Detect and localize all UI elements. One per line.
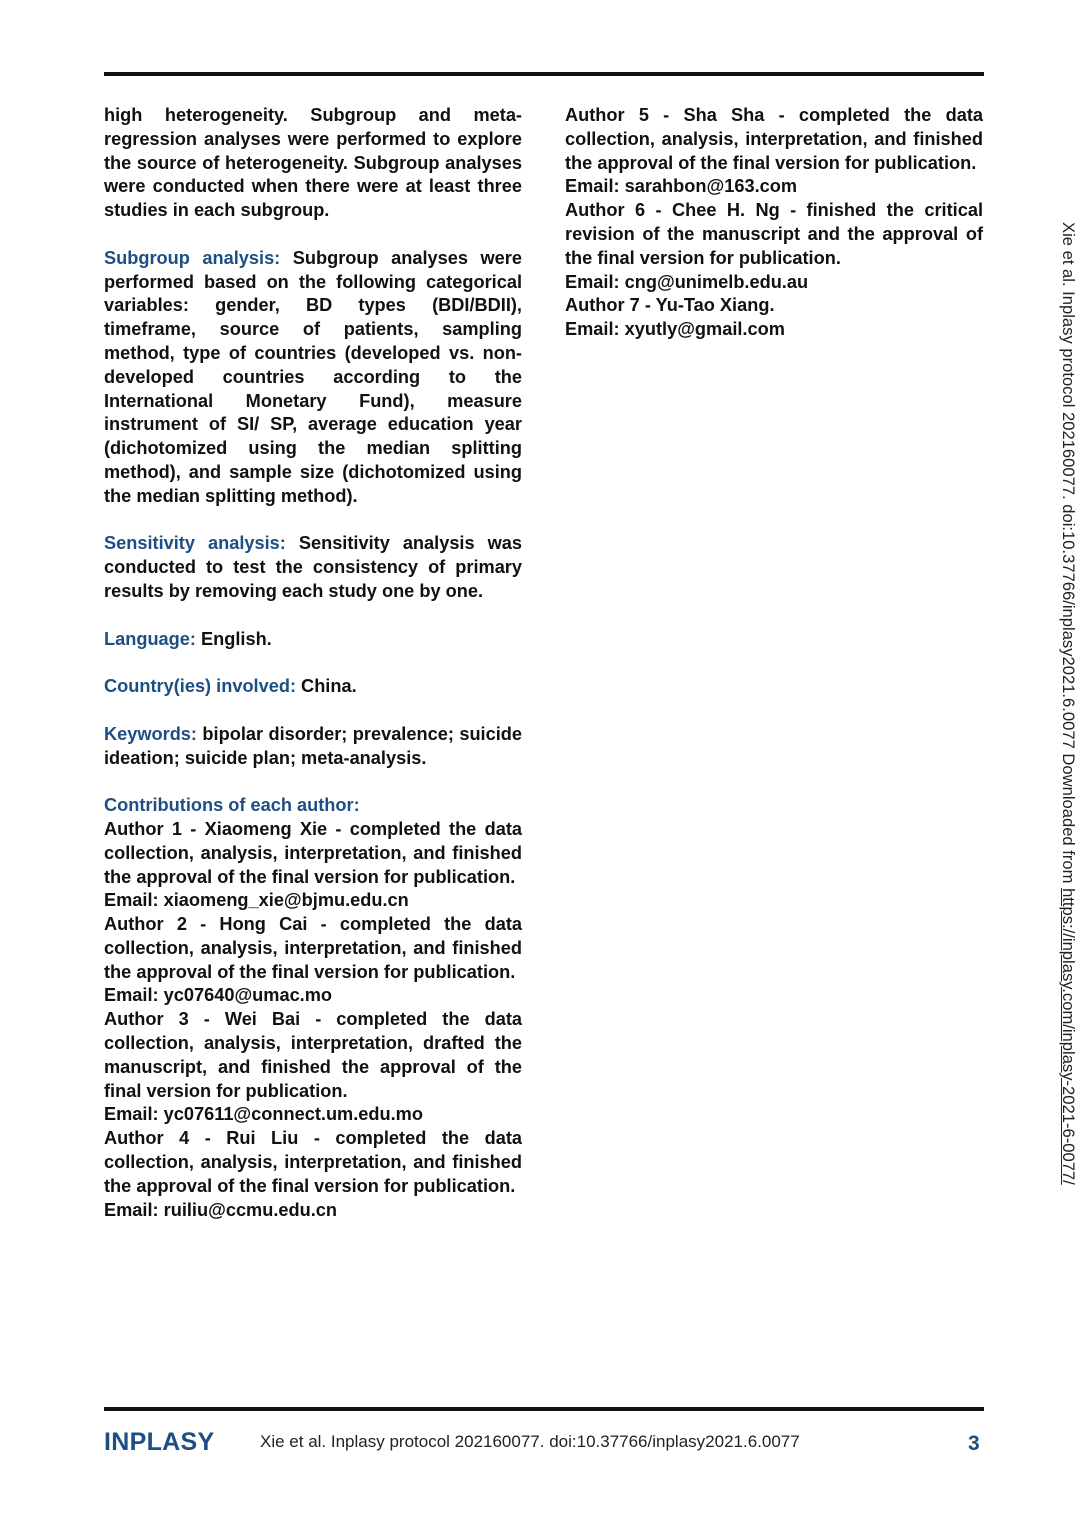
author-entry xyxy=(104,913,522,1008)
author-entry xyxy=(104,818,522,913)
countries-paragraph xyxy=(104,675,522,699)
language-text: English. xyxy=(195,628,272,649)
author-entry xyxy=(565,104,983,199)
contributions-heading: Contributions of each author: xyxy=(104,795,360,816)
author-email: Email: cng@unimelb.edu.au xyxy=(565,271,809,292)
subgroup-analysis-text: Subgroup analyses were performed based on the following categorical variables: gender, BD types (BDI/BDII), timeframe, source of patients, sampling method, type of countries (developed vs. non-developed countries according to the International Monetary Fund), measure instrument of SI/ SP, average education year (dichotomized using the median splitting method), and sample size (dichotomized using the median splitting method). xyxy=(104,247,522,506)
keywords-paragraph xyxy=(104,723,522,771)
author-email: Email: xiaomeng_xie@bjmu.edu.cn xyxy=(104,890,409,911)
author-email: Email: xyutly@gmail.com xyxy=(565,319,785,340)
author-description: Author 6 - Chee H. Ng - finished the critical revision of the manuscript and the approval of the final version for publication. xyxy=(565,200,983,268)
author-entry xyxy=(565,294,983,342)
author-description: Author 3 - Wei Bai - completed the data collection, analysis, interpretation, drafted the manuscript, and finished the approval of the final version for publication. xyxy=(104,1009,522,1101)
sensitivity-analysis-text: Sensitivity analysis was conducted to test the consistency of primary results by removing each study one by one. xyxy=(104,533,522,601)
language-label: Language: xyxy=(104,628,196,649)
right-column xyxy=(565,104,983,342)
author-description: Author 1 - Xiaomeng Xie - completed the data collection, analysis, interpretation, and finished the approval of the final version for publication. xyxy=(104,818,522,887)
countries-text: China. xyxy=(296,676,357,697)
author-email: Email: yc07640@umac.mo xyxy=(104,985,333,1006)
author-description: Author 5 - Sha Sha - completed the data collection, analysis, interpretation, and finished the approval of the final version for publication. xyxy=(565,105,983,173)
footer-rule xyxy=(104,1407,984,1411)
author-description: Author 4 - Rui Liu - completed the data collection, analysis, interpretation, and finished the approval of the final version for publication. xyxy=(104,1128,522,1196)
side-citation-text: Xie et al. Inplasy protocol 202160077. doi:10.37766/inplasy2021.6.0077 Downloaded from xyxy=(1059,222,1078,889)
intro-paragraph: high heterogeneity. Subgroup and meta-regression analyses were performed to explore the source of heterogeneity. Subgroup analyses were conducted when there were at least three studies in each subgroup. xyxy=(104,105,522,221)
subgroup-analysis-label: Subgroup analysis: xyxy=(104,247,281,268)
sensitivity-analysis-paragraph xyxy=(104,532,522,603)
author-email: Email: sarahbon@163.com xyxy=(565,176,798,197)
sensitivity-analysis-label: Sensitivity analysis: xyxy=(104,533,286,554)
author-entry xyxy=(565,199,983,294)
author-email: Email: ruiliu@ccmu.edu.cn xyxy=(104,1199,338,1220)
author-description: Author 7 - Yu-Tao Xiang. xyxy=(565,295,775,316)
author-description: Author 2 - Hong Cai - completed the data collection, analysis, interpretation, and finished the approval of the final version for publication. xyxy=(104,914,522,982)
side-margin-citation xyxy=(1058,222,1078,1185)
side-citation-link[interactable]: https://inplasy.com/inplasy-2021-6-0077/ xyxy=(1059,888,1078,1185)
language-paragraph xyxy=(104,628,522,652)
footer-citation: Xie et al. Inplasy protocol 202160077. doi:10.37766/inplasy2021.6.0077 xyxy=(260,1432,800,1451)
contributions-section xyxy=(104,794,522,1222)
author-email: Email: yc07611@connect.um.edu.mo xyxy=(104,1104,423,1125)
left-column xyxy=(104,104,522,1222)
footer-brand-logo: INPLASY xyxy=(104,1428,215,1456)
keywords-text: bipolar disorder; prevalence; suicide ideation; suicide plan; meta-analysis. xyxy=(104,723,522,768)
countries-label: Country(ies) involved: xyxy=(104,676,296,697)
keywords-label: Keywords: xyxy=(104,723,197,744)
page-number: 3 xyxy=(968,1432,980,1455)
subgroup-analysis-paragraph xyxy=(104,247,522,509)
header-rule xyxy=(104,72,984,76)
author-entry xyxy=(104,1008,522,1127)
author-entry xyxy=(104,1127,522,1222)
